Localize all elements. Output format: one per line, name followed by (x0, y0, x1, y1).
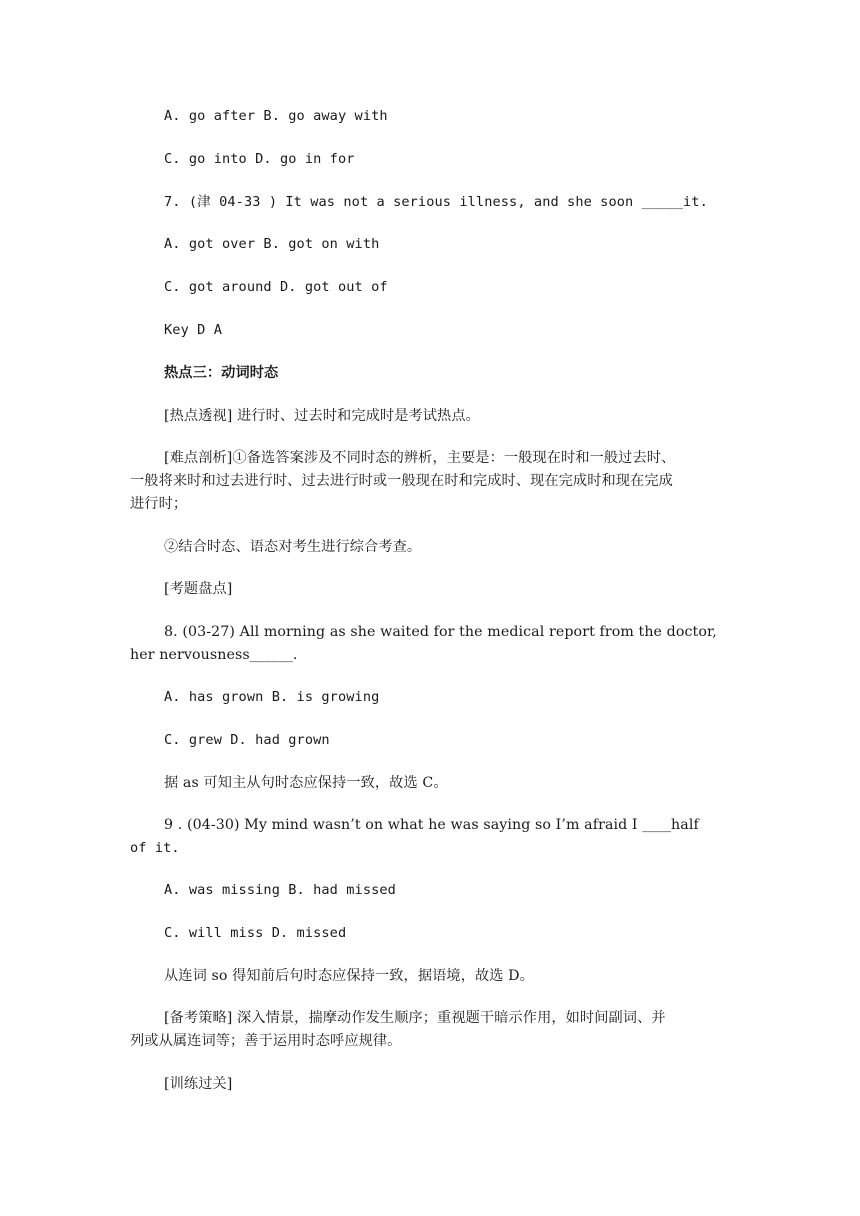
difficulty-analysis-line-2: 一般将来时和过去进行时、过去进行时或一般现在时和完成时、现在完成时和现在完成 (130, 473, 673, 489)
question-8-stem-line-2: her nervousness______. (130, 647, 298, 663)
question-7-options-cd: C. got around D. got out of (164, 279, 388, 295)
study-strategy-line-2: 列或从属连词等；善于运用时态呼应规律。 (130, 1033, 402, 1049)
question-7-stem: 7. (津 04-33 ) It was not a serious illness, and she soon _____it. (164, 194, 708, 210)
difficulty-analysis-line-3: 进行时； (130, 496, 188, 512)
question-9-explanation: 从连词 so 得知前后句时态应保持一致，据语境，故选 D。 (164, 968, 534, 984)
question-9-stem-line-2: of it. (130, 840, 180, 856)
study-strategy-line-1: [备考策略] 深入情景，揣摩动作发生顺序；重视题干暗示作用，如时间副词、并 (164, 1010, 666, 1026)
difficulty-analysis-point-2: ②结合时态、语态对考生进行综合考查。 (164, 539, 422, 555)
question-6-options-cd: C. go into D. go in for (164, 151, 355, 167)
question-9-stem-line-1: 9 . (04-30) My mind wasn’t on what he was saying so I’m afraid I ____half (164, 817, 699, 833)
question-7-options-ab: A. got over B. got on with (164, 236, 380, 252)
question-6-options-ab: A. go after B. go away with (164, 108, 388, 124)
question-8-options-ab: A. has grown B. is growing (164, 689, 380, 705)
question-8-stem-line-1: 8. (03-27) All morning as she waited for the medical report from the doctor, (164, 624, 717, 640)
question-8-explanation: 据 as 可知主从句时态应保持一致，故选 C。 (164, 775, 448, 791)
hotspot-overview: [热点透视] 进行时、过去时和完成时是考试热点。 (164, 408, 480, 424)
difficulty-analysis-line-1: [难点剖析]①备选答案涉及不同时态的辨析，主要是：一般现在时和一般过去时、 (164, 450, 676, 466)
exam-review-heading: [考题盘点] (164, 581, 233, 597)
question-8-options-cd: C. grew D. had grown (164, 732, 330, 748)
practice-heading: [训练过关] (164, 1076, 233, 1092)
answer-key: Key D A (164, 322, 222, 338)
section-heading: 热点三：动词时态 (164, 365, 279, 381)
question-9-options-ab: A. was missing B. had missed (164, 882, 396, 898)
question-9-options-cd: C. will miss D. missed (164, 925, 347, 941)
